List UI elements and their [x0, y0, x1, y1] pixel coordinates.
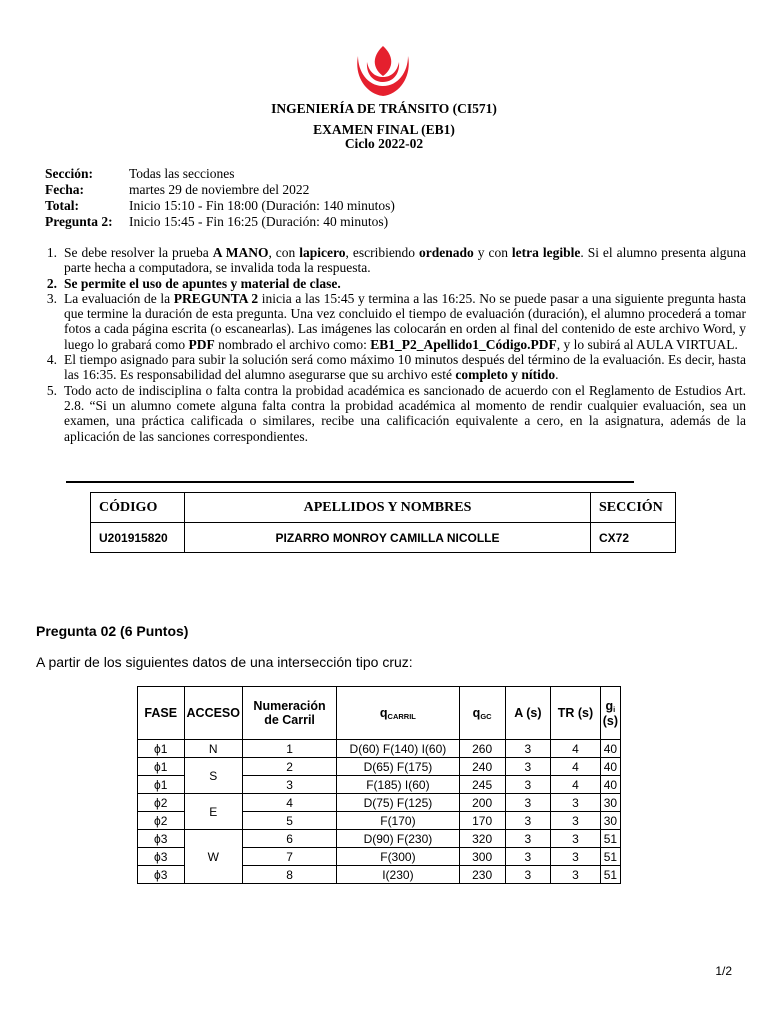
instruction-fragment: y con	[473, 245, 512, 260]
intersection-data-table	[137, 686, 621, 884]
header-codigo: CÓDIGO	[91, 493, 185, 523]
carril-cell: 5	[243, 812, 337, 830]
student-section: CX72	[591, 523, 676, 553]
student-code: U201915820	[91, 523, 185, 553]
q-gc-cell: 240	[459, 758, 505, 776]
instruction-fragment: nombrado el archivo como:	[214, 336, 371, 352]
question-intro: A partir de los siguientes datos de una intersección tipo cruz:	[36, 654, 413, 670]
q-gc-cell: 200	[459, 794, 505, 812]
g-cell: 40	[600, 758, 620, 776]
instruction-emphasis: Se permite el uso de apuntes y material de clase.	[64, 275, 341, 291]
q-carril-cell: D(75) F(125)	[337, 794, 460, 812]
g-cell: 30	[600, 812, 620, 830]
instruction-item	[36, 352, 746, 383]
acceso-cell: W	[184, 830, 242, 884]
instruction-item	[36, 383, 746, 444]
info-row	[45, 182, 395, 198]
acceso-cell: E	[184, 794, 242, 830]
g-cell: 40	[600, 740, 620, 758]
instruction-number: 1.	[46, 245, 57, 260]
tr-cell: 4	[551, 740, 601, 758]
instruction-emphasis: completo y nítido	[455, 367, 556, 383]
header-numeracion: Numeración de Carril	[243, 687, 337, 740]
tr-cell: 4	[551, 758, 601, 776]
info-row	[45, 214, 395, 230]
table-row	[138, 758, 621, 776]
instruction-fragment: , con	[268, 245, 300, 260]
g-cell: 51	[600, 866, 620, 884]
tr-cell: 3	[551, 794, 601, 812]
student-name: PIZARRO MONROY CAMILLA NICOLLE	[185, 523, 591, 553]
instruction-fragment: .	[555, 367, 559, 383]
instruction-text	[64, 383, 746, 444]
acceso-cell: S	[184, 758, 242, 794]
q-gc-cell: 230	[459, 866, 505, 884]
separator-line	[66, 481, 634, 483]
instruction-emphasis: EB1_P2_Apellido1_Código.PDF	[370, 336, 557, 352]
instruction-emphasis: A MANO	[212, 245, 269, 260]
q-gc-subscript: GC	[480, 711, 492, 721]
instruction-text	[64, 276, 746, 291]
carril-cell: 8	[243, 866, 337, 884]
table-row	[138, 830, 621, 848]
instruction-item	[36, 276, 746, 291]
a-cell: 3	[505, 830, 551, 848]
data-table-header	[138, 687, 621, 740]
info-label: Total:	[45, 198, 80, 213]
g-subscript: i	[613, 704, 616, 714]
instruction-text	[64, 352, 746, 383]
q-gc-symbol: q	[472, 705, 481, 720]
instruction-fragment: La evaluación de la	[64, 290, 174, 306]
fase-cell: ϕ3	[138, 866, 185, 884]
instruction-emphasis: letra legible	[511, 245, 581, 260]
g-cell: 40	[600, 776, 620, 794]
instruction-fragment: . Si el alumno presenta alguna parte hecha a computadora, se invalida toda la respuesta.	[64, 245, 746, 276]
q-carril-symbol: q	[379, 705, 388, 720]
university-logo	[352, 42, 414, 100]
acceso-cell: N	[184, 740, 242, 758]
student-table-header	[91, 493, 676, 523]
instruction-text	[64, 291, 746, 352]
fase-cell: ϕ1	[138, 758, 185, 776]
q-carril-cell: D(60) F(140) I(60)	[337, 740, 460, 758]
a-cell: 3	[505, 758, 551, 776]
info-label: Sección:	[45, 166, 93, 181]
a-cell: 3	[505, 848, 551, 866]
a-cell: 3	[505, 812, 551, 830]
header-a: A (s)	[505, 687, 551, 740]
instructions-list	[36, 245, 746, 444]
tr-cell: 3	[551, 866, 601, 884]
fase-cell: ϕ2	[138, 812, 185, 830]
cycle-title: Ciclo 2022-02	[344, 136, 424, 151]
tr-cell: 3	[551, 830, 601, 848]
tr-cell: 3	[551, 848, 601, 866]
header-q-carril	[337, 687, 460, 740]
fase-cell: ϕ3	[138, 830, 185, 848]
instruction-emphasis: PREGUNTA 2	[173, 290, 259, 306]
q-carril-cell: F(185) I(60)	[337, 776, 460, 794]
instruction-fragment: , escribiendo	[345, 245, 420, 260]
info-row	[45, 166, 395, 182]
g-unit: (s)	[602, 713, 619, 728]
q-gc-cell: 170	[459, 812, 505, 830]
table-row	[138, 794, 621, 812]
a-cell: 3	[505, 866, 551, 884]
g-cell: 51	[600, 848, 620, 866]
carril-cell: 6	[243, 830, 337, 848]
instruction-number: 5.	[46, 382, 57, 398]
instruction-number: 2.	[46, 275, 57, 291]
header-tr: TR (s)	[551, 687, 601, 740]
g-cell: 51	[600, 830, 620, 848]
q-carril-cell: F(300)	[337, 848, 460, 866]
exam-info	[45, 166, 395, 230]
g-symbol: g	[605, 698, 614, 713]
carril-cell: 7	[243, 848, 337, 866]
g-cell: 30	[600, 794, 620, 812]
tr-cell: 4	[551, 776, 601, 794]
info-row	[45, 198, 395, 214]
carril-cell: 4	[243, 794, 337, 812]
info-value: Todas las secciones	[129, 166, 235, 181]
instruction-emphasis: PDF	[188, 336, 215, 352]
info-value: Inicio 15:45 - Fin 16:25 (Duración: 40 minutos)	[129, 214, 389, 229]
fase-cell: ϕ1	[138, 776, 185, 794]
header-fase: FASE	[138, 687, 185, 740]
instruction-emphasis: ordenado	[419, 245, 474, 260]
q-gc-cell: 260	[459, 740, 505, 758]
instruction-emphasis: lapicero	[299, 245, 346, 260]
a-cell: 3	[505, 794, 551, 812]
info-label: Fecha:	[45, 182, 84, 197]
instruction-fragment: , y lo subirá al AULA VIRTUAL.	[556, 336, 738, 352]
student-table-row	[91, 523, 676, 553]
q-carril-cell: F(170)	[337, 812, 460, 830]
info-value: martes 29 de noviembre del 2022	[129, 182, 310, 197]
tr-cell: 3	[551, 812, 601, 830]
info-label: Pregunta 2:	[45, 214, 113, 229]
student-table	[90, 492, 676, 553]
header-seccion: SECCIÓN	[591, 493, 676, 523]
header-q-gc	[459, 687, 505, 740]
info-value: Inicio 15:10 - Fin 18:00 (Duración: 140 minutos)	[129, 198, 395, 213]
carril-cell: 2	[243, 758, 337, 776]
q-gc-cell: 245	[459, 776, 505, 794]
fase-cell: ϕ1	[138, 740, 185, 758]
instruction-fragment: El tiempo asignado para subir la solución será como máximo 10 minutos después del término de la evaluación. Es decir, hasta las 16:35. Es responsabilidad del alumno asegurarse que su archivo esté	[64, 352, 746, 383]
instruction-fragment: inicia a las 15:45 y termina a las 16:25. No se puede pasar a una siguiente pregunta hasta que termine la duración de esta pregunta. Una vez concluido el tiempo de evaluación (duración), el alumno procederá a tomar fotos a cada página escrita (o escanearlas). Las imágenes las colocarán en orden al final del contenido de este archivo Word, y luego lo grabará como	[64, 290, 746, 352]
a-cell: 3	[505, 776, 551, 794]
instruction-number: 3.	[46, 290, 57, 306]
q-carril-subscript: CARRIL	[387, 711, 416, 721]
q-carril-cell: D(90) F(230)	[337, 830, 460, 848]
course-title: INGENIERÍA DE TRÁNSITO (CI571)	[271, 101, 497, 116]
header-g	[600, 687, 620, 740]
fase-cell: ϕ3	[138, 848, 185, 866]
carril-cell: 1	[243, 740, 337, 758]
instruction-number: 4.	[46, 352, 57, 368]
header-nombres: APELLIDOS Y NOMBRES	[185, 493, 591, 523]
page-number: 1/2	[715, 964, 732, 978]
q-carril-cell: I(230)	[337, 866, 460, 884]
carril-cell: 3	[243, 776, 337, 794]
q-carril-cell: D(65) F(175)	[337, 758, 460, 776]
instruction-text	[64, 245, 746, 276]
question-title: Pregunta 02 (6 Puntos)	[36, 623, 189, 639]
fase-cell: ϕ2	[138, 794, 185, 812]
instruction-item	[36, 245, 746, 276]
a-cell: 3	[505, 740, 551, 758]
q-gc-cell: 300	[459, 848, 505, 866]
instruction-fragment: Se debe resolver la prueba	[64, 245, 213, 260]
instruction-fragment: Todo acto de indisciplina o falta contra la probidad académica es sancionado de acuerdo con el Reglamento de Estudios Art. 2.8. “Si un alumno comete alguna falta contra la probidad académica al momento de rendir cualquier evaluación, sea un examen, una práctica calificada o similares, recibe una calificación equivalente a cero, en la asignatura, además de la aplicación de las sanciones correspondientes.	[64, 382, 746, 444]
exam-title: EXAMEN FINAL (EB1)	[313, 122, 455, 137]
instruction-item	[36, 291, 746, 352]
header-acceso: ACCESO	[184, 687, 242, 740]
q-gc-cell: 320	[459, 830, 505, 848]
table-row	[138, 740, 621, 758]
